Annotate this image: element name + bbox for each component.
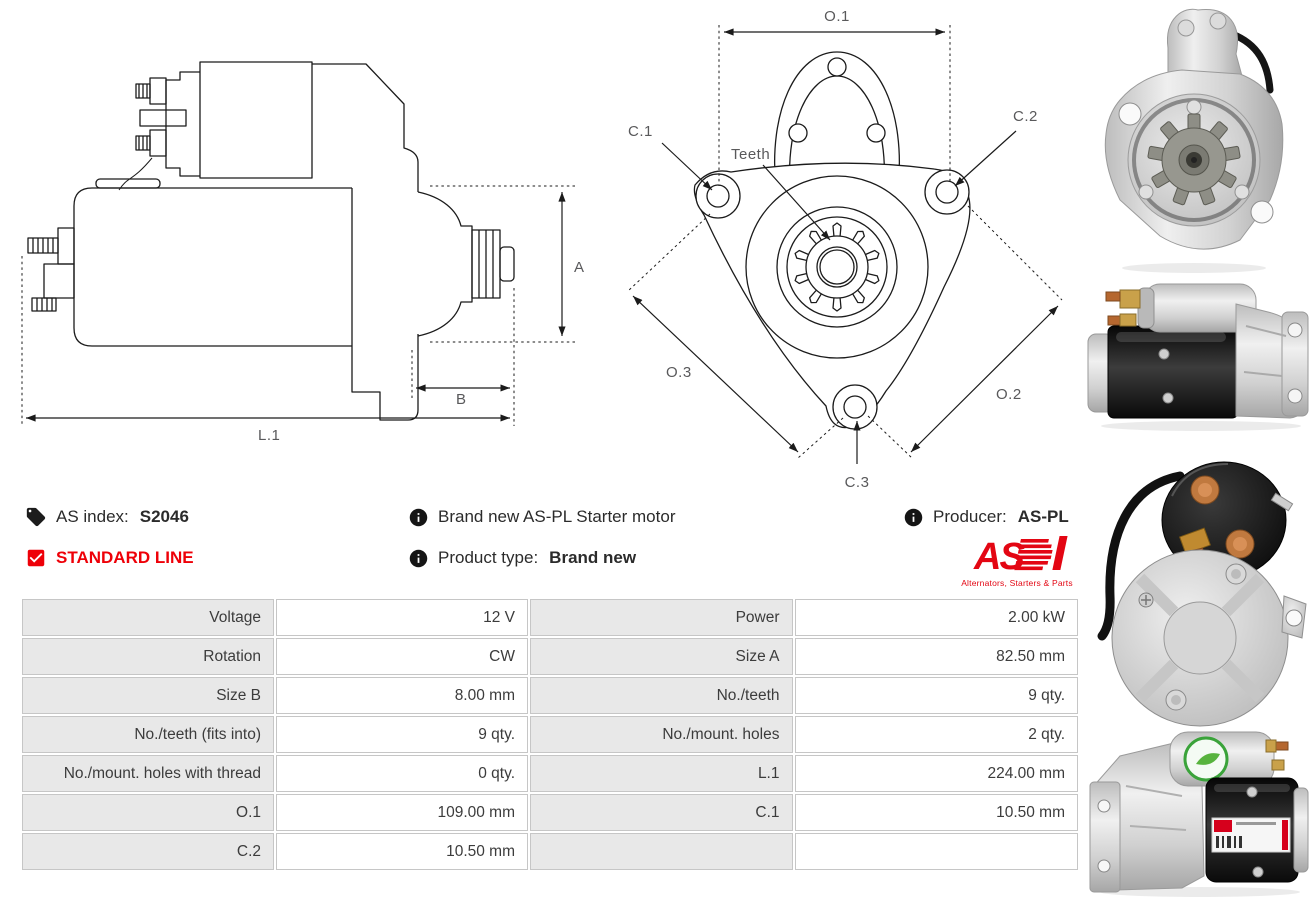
dim-label-l1: L.1 xyxy=(258,427,281,444)
technical-drawing-side-view xyxy=(0,0,600,470)
spec-row xyxy=(22,638,1078,675)
dim-label-teeth: Teeth xyxy=(731,146,771,163)
dim-label-o2: O.2 xyxy=(996,386,1022,403)
dim-label-c2: C.2 xyxy=(1013,108,1038,125)
spec-label-cell: C.2 xyxy=(22,833,274,870)
spec-row xyxy=(22,677,1078,714)
spec-value-cell: 2.00 kW xyxy=(795,599,1079,636)
spec-value-cell: 0 qty. xyxy=(276,755,528,792)
spec-label-cell: Rotation xyxy=(22,638,274,675)
info-icon xyxy=(903,507,924,528)
spec-value-cell: 10.50 mm xyxy=(795,794,1079,831)
logo-tagline: Alternators, Starters & Parts xyxy=(961,578,1073,588)
spec-value-cell: 10.50 mm xyxy=(276,833,528,870)
dim-label-c1: C.1 xyxy=(628,123,653,140)
as-pl-logo xyxy=(950,534,1085,592)
standard-line-badge: STANDARD LINE xyxy=(56,548,194,567)
product-photo-side-view-solenoid xyxy=(1086,276,1313,434)
spec-label-cell: No./mount. holes with thread xyxy=(22,755,274,792)
spec-value-cell: 9 qty. xyxy=(276,716,528,753)
dim-label-o3: O.3 xyxy=(666,364,692,381)
tag-icon xyxy=(25,506,47,528)
spec-value-cell: 9 qty. xyxy=(795,677,1079,714)
producer-value: AS-PL xyxy=(1017,507,1069,526)
spec-value-cell: 82.50 mm xyxy=(795,638,1079,675)
spec-label-cell: No./teeth xyxy=(530,677,793,714)
spec-label-cell: Voltage xyxy=(22,599,274,636)
spec-value-cell: CW xyxy=(276,638,528,675)
spec-row xyxy=(22,833,1078,870)
product-photo-rear-view xyxy=(1088,446,1310,732)
spec-value-cell: 224.00 mm xyxy=(795,755,1079,792)
spec-row xyxy=(22,755,1078,792)
spec-value-cell: 8.00 mm xyxy=(276,677,528,714)
spec-label-cell: No./mount. holes xyxy=(530,716,793,753)
product-photo-front-view xyxy=(1090,4,1302,276)
spec-label-cell: Power xyxy=(530,599,793,636)
spec-value-cell: 2 qty. xyxy=(795,716,1079,753)
spec-label-cell: L.1 xyxy=(530,755,793,792)
spec-label-cell: Size A xyxy=(530,638,793,675)
dim-label-b: B xyxy=(456,391,467,408)
spec-table-body xyxy=(22,599,1078,870)
info-icon xyxy=(408,507,429,528)
spec-label-cell: Size B xyxy=(22,677,274,714)
product-photo-side-view-label xyxy=(1086,726,1313,898)
mount-hole xyxy=(1251,201,1273,223)
producer-label: Producer: xyxy=(933,507,1007,526)
spec-label-cell: No./teeth (fits into) xyxy=(22,716,274,753)
technical-drawing-front-view xyxy=(600,0,1100,500)
check-square-icon xyxy=(25,547,47,569)
as-index-value: S2046 xyxy=(139,507,189,526)
spec-row xyxy=(22,716,1078,753)
spec-value-cell xyxy=(795,833,1079,870)
spec-value-cell: 12 V xyxy=(276,599,528,636)
product-type-label: Product type: xyxy=(438,548,539,567)
spec-value-cell: 109.00 mm xyxy=(276,794,528,831)
product-description-block xyxy=(408,506,828,569)
spec-label-cell xyxy=(530,833,793,870)
brand-new-text: Brand new AS-PL Starter motor xyxy=(438,507,676,526)
as-index-label: AS index: xyxy=(56,507,129,526)
mount-hole xyxy=(1119,103,1141,125)
dim-label-o1: O.1 xyxy=(824,8,850,25)
product-id-block xyxy=(25,506,395,569)
info-icon xyxy=(408,548,429,569)
dim-label-a: A xyxy=(574,259,585,276)
spec-label-cell: C.1 xyxy=(530,794,793,831)
logo-text: AS xyxy=(974,536,1023,578)
spec-row xyxy=(22,599,1078,636)
product-type-value: Brand new xyxy=(549,548,637,567)
producer-block xyxy=(903,506,1103,528)
spec-table xyxy=(20,597,1080,872)
spec-label-cell: O.1 xyxy=(22,794,274,831)
dim-label-c3: C.3 xyxy=(844,474,870,491)
spec-row xyxy=(22,794,1078,831)
